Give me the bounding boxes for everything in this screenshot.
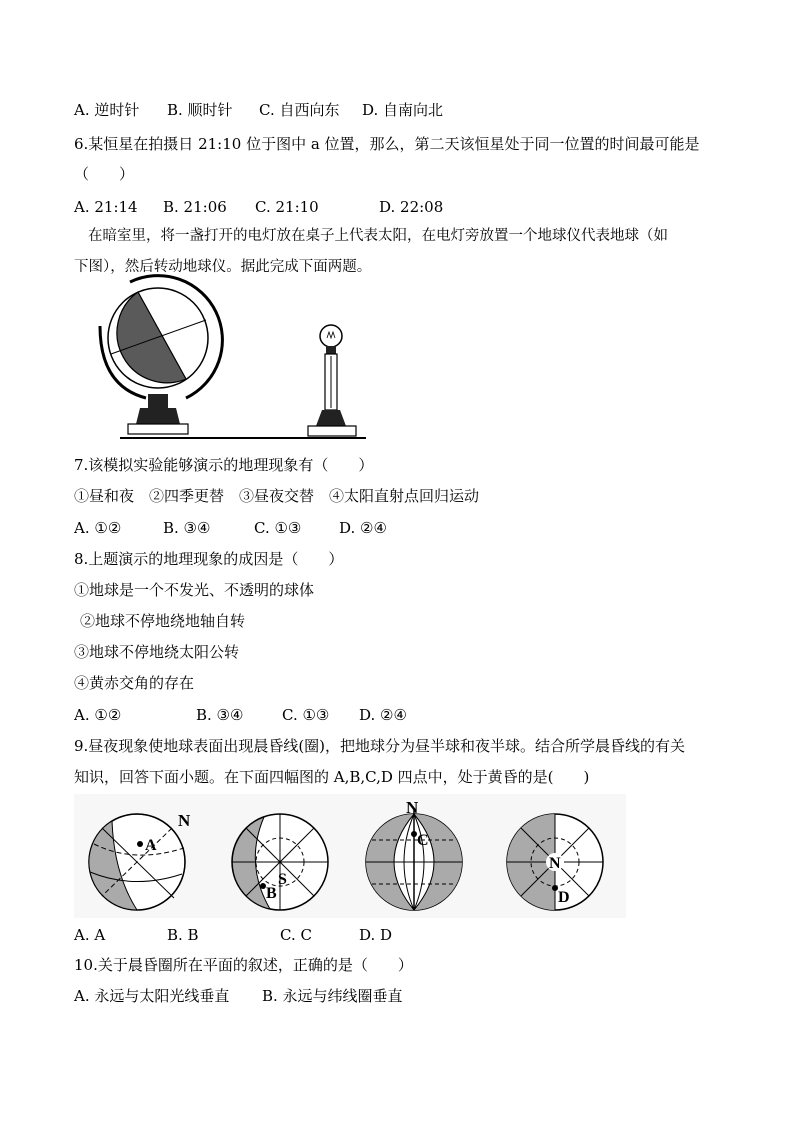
- q8-item3: ③地球不停地绕太阳公转: [74, 643, 240, 661]
- q7-option-c: C. ①③: [254, 519, 302, 537]
- q7-option-a: A. ①②: [74, 519, 122, 537]
- globe-stand-neck: [148, 394, 168, 408]
- q8-item2: ②地球不停地绕地轴自转: [80, 612, 246, 630]
- globe-b-label-b: B: [266, 885, 277, 902]
- q8-option-d: D. ②④: [359, 706, 407, 724]
- q6-option-c: C. 21:10: [255, 198, 319, 216]
- globe: [100, 276, 222, 434]
- q8-options: [74, 705, 407, 725]
- q8-stem: 8.上题演示的地理现象的成因是（ ）: [74, 550, 344, 568]
- q6-options: [74, 197, 443, 217]
- globe-lamp-figure: [96, 286, 376, 446]
- q7-items: ①昼和夜 ②四季更替 ③昼夜交替 ④太阳直射点回归运动: [74, 487, 480, 505]
- globe-c-label-n: N: [406, 798, 419, 817]
- q5-option-c: C. 自西向东: [259, 101, 340, 119]
- globe-c-label-c: C: [417, 832, 429, 849]
- q10-option-b: B. 永远与纬线圈垂直: [262, 987, 403, 1005]
- globe-b-label-s: S: [278, 871, 287, 888]
- q5-option-a: A. 逆时针: [74, 101, 140, 119]
- q8-option-a: A. ①②: [74, 706, 122, 724]
- q10-option-a: A. 永远与太阳光线垂直: [74, 987, 230, 1005]
- globe-a-label-n: N: [178, 811, 191, 830]
- globe-base: [136, 408, 180, 424]
- globe-base-plate: [128, 424, 188, 434]
- globe-a-label-a: A: [145, 837, 157, 854]
- q8-item4: ④黄赤交角的存在: [74, 674, 195, 692]
- q6-stem-line2: （ ）: [74, 165, 135, 183]
- globe-d-label-d: D: [558, 889, 570, 906]
- q9-globes-figure: [74, 794, 626, 918]
- q7-stem: 7.该模拟实验能够演示的地理现象有（ ）: [74, 456, 374, 474]
- q9-stem-line2: 知识，回答下面小题。在下面四幅图的 A,B,C,D 四点中，处于黄昏的是( ): [74, 768, 590, 786]
- q10-stem: 10.关于晨昏圈所在平面的叙述，正确的是（ ）: [74, 956, 413, 974]
- q8-item1: ①地球是一个不发光、不透明的球体: [74, 581, 315, 599]
- globe-d-label-n: N: [549, 855, 561, 872]
- q9-stem-line1: 9.昼夜现象使地球表面出现晨昏线(圈)，把地球分为昼半球和夜半球。结合所学晨昏线的有关: [74, 737, 686, 755]
- q9-options: [74, 925, 392, 945]
- lamp-base-plate: [308, 426, 356, 436]
- q7-option-d: D. ②④: [339, 519, 387, 537]
- q6-option-b: B. 21:06: [163, 198, 227, 216]
- lamp: [308, 325, 356, 436]
- q5-option-d: D. 自南向北: [362, 101, 444, 119]
- q8-option-b: B. ③④: [196, 706, 244, 724]
- lamp-base: [316, 410, 346, 426]
- q8-option-c: C. ①③: [282, 706, 330, 724]
- q9-option-b: B. B: [167, 926, 199, 944]
- q7-options: [74, 518, 387, 538]
- q5-option-b: B. 顺时针: [167, 101, 233, 119]
- lamp-socket: [326, 346, 336, 354]
- q9-option-a: A. A: [74, 926, 106, 944]
- passage-line1: 在暗室里，将一盏打开的电灯放在桌子上代表太阳，在电灯旁放置一个地球仪代表地球（如: [88, 228, 668, 244]
- q6-stem-line1: 6.某恒星在拍摄日 21:10 位于图中 a 位置，那么，第二天该恒星处于同一位置的时间最可能是: [74, 135, 700, 153]
- q6-option-d: D. 22:08: [379, 198, 444, 216]
- globe-d-diagram: [507, 814, 603, 910]
- q6-option-a: A. 21:14: [74, 198, 138, 216]
- passage-line2: 下图），然后转动地球仪。据此完成下面两题。: [74, 259, 372, 275]
- q7-option-b: B. ③④: [163, 519, 211, 537]
- globe-b-diagram: [232, 814, 328, 910]
- q10-options: [74, 986, 403, 1006]
- lamp-bulb: [320, 325, 342, 347]
- q5-options: [74, 100, 443, 120]
- q9-option-d: D. D: [359, 926, 393, 944]
- q9-option-c: C. C: [280, 926, 312, 944]
